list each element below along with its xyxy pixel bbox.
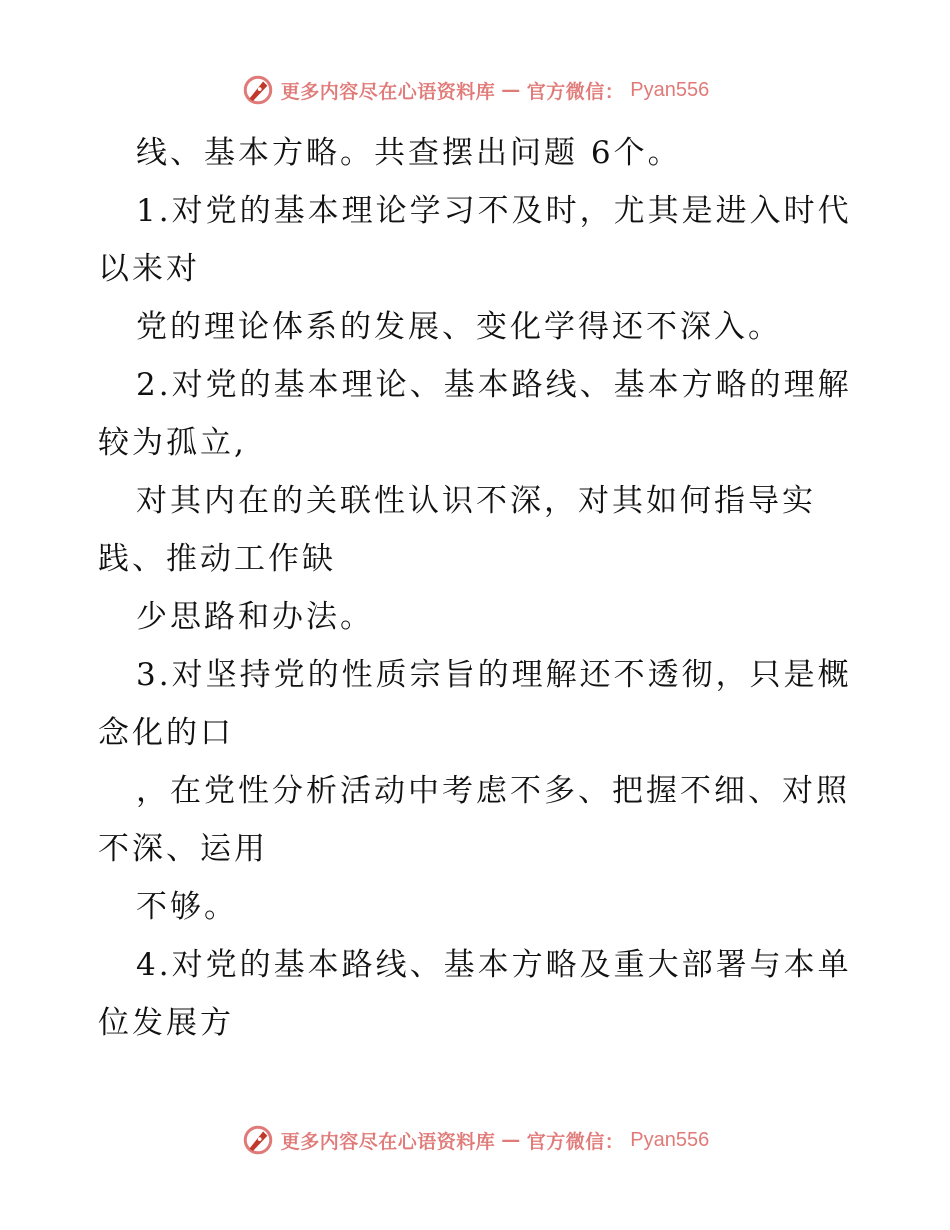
watermark-dash: — xyxy=(501,79,521,101)
watermark-id: Pyan556 xyxy=(630,1128,710,1151)
footer-watermark xyxy=(0,1120,950,1160)
text-line: 1.对党的基本理论学习不及时，尤其是进入时代 xyxy=(136,193,852,229)
watermark-id: Pyan556 xyxy=(630,78,710,101)
text-line: 践、推动工作缺 xyxy=(98,541,336,577)
text-line: 以来对 xyxy=(98,251,200,287)
text-line: 线、基本方略。共查摆出问题 6个。 xyxy=(136,135,682,171)
text-line: 不够。 xyxy=(136,889,238,925)
watermark-text: 更多内容尽在心语资料库 xyxy=(280,80,496,103)
watermark-text: 更多内容尽在心语资料库 xyxy=(280,1130,496,1153)
watermark-dash: — xyxy=(501,1129,521,1151)
text-line: 不深、运用 xyxy=(98,831,268,867)
text-line: 对其内在的关联性认识不深，对其如何指导实 xyxy=(136,483,816,519)
header-watermark xyxy=(0,70,950,110)
watermark-contact: 官方微信： xyxy=(526,1130,625,1153)
text-line: 2.对党的基本理论、基本路线、基本方略的理解 xyxy=(136,367,852,403)
watermark-contact: 官方微信： xyxy=(526,80,625,103)
document-body xyxy=(98,124,858,1052)
text-line: 位发展方 xyxy=(98,1005,234,1041)
text-line: 较为孤立, xyxy=(98,425,247,461)
text-line: 3.对坚持党的性质宗旨的理解还不透彻，只是概 xyxy=(136,657,852,693)
pen-nib-logo-icon xyxy=(241,1123,275,1157)
text-line: 4.对党的基本路线、基本方略及重大部署与本单 xyxy=(136,947,852,983)
text-line: 党的理论体系的发展、变化学得还不深入。 xyxy=(136,309,782,345)
pen-nib-logo-icon xyxy=(241,73,275,107)
text-line: ，在党性分析活动中考虑不多、把握不细、对照 xyxy=(136,773,850,809)
text-line: 念化的口 xyxy=(98,715,234,751)
text-line: 少思路和办法。 xyxy=(136,599,374,635)
